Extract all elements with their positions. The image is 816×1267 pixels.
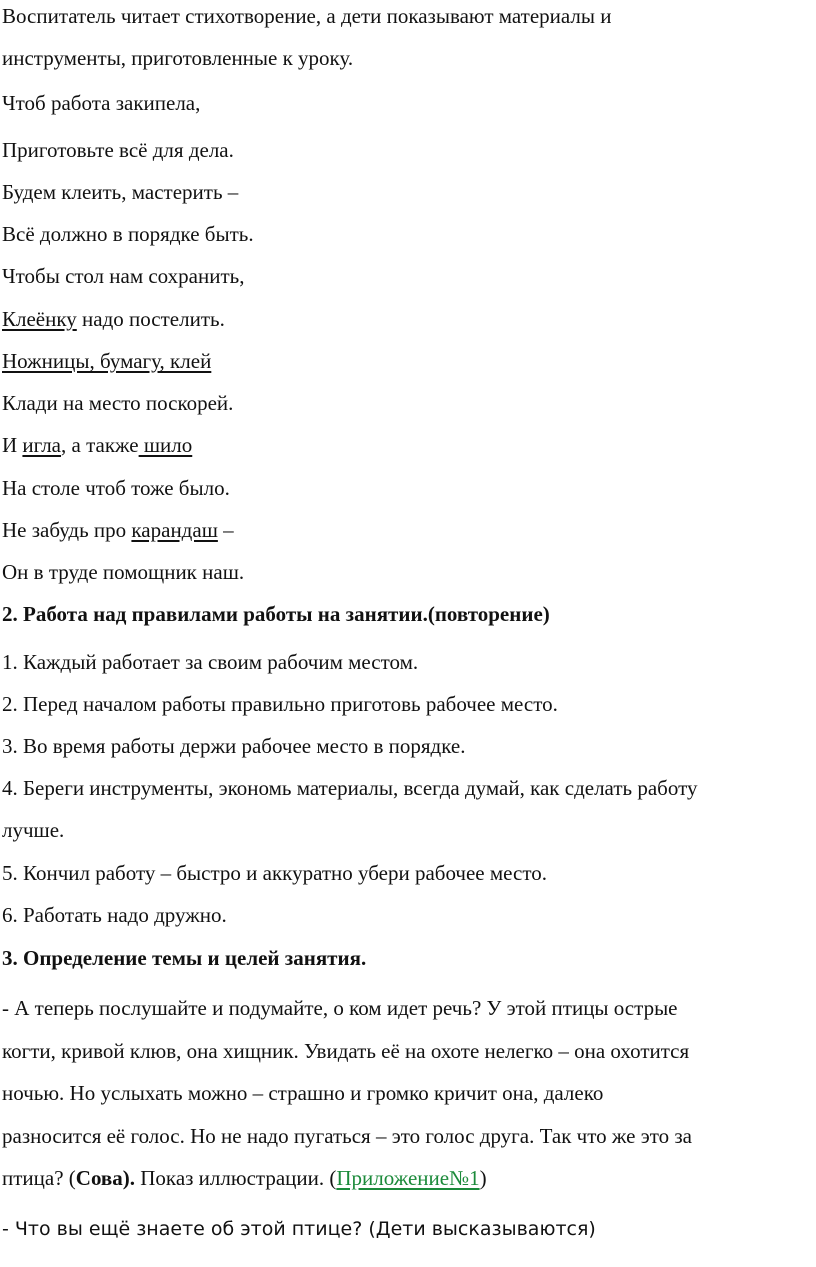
- paragraph-line-2: когти, кривой клюв, она хищник. Увидать её на охоте нелегко – она охотится: [2, 1039, 690, 1063]
- rule-4-line-2: лучше.: [2, 818, 65, 842]
- rule-2: 2. Перед началом работы правильно приготовь рабочее место.: [2, 692, 558, 716]
- rule-4-line-1: 4. Береги инструменты, экономь материалы, всегда думай, как сделать работу: [2, 776, 698, 800]
- rule-5: 5. Кончил работу – быстро и аккуратно убери рабочее место.: [2, 861, 547, 885]
- rule-6: 6. Работать надо дружно.: [2, 903, 227, 927]
- underlined-word: карандаш: [131, 518, 218, 542]
- paragraph-line-5: [2, 1165, 487, 1191]
- underlined-word: Клеёнку: [2, 307, 77, 331]
- answer-bold: Сова).: [75, 1166, 136, 1190]
- paragraph-line-3: ночью. Но услыхать можно – страшно и громко кричит она, далеко: [2, 1081, 604, 1105]
- rule-3: 3. Во время работы держи рабочее место в порядке.: [2, 734, 466, 758]
- intro-line-1: Воспитатель читает стихотворение, а дети показывают материалы и: [2, 4, 612, 28]
- poem-text: И: [2, 433, 23, 457]
- poem-line-2: Приготовьте всё для дела.: [2, 138, 234, 162]
- section-3-heading: 3. Определение темы и целей занятия.: [2, 946, 367, 970]
- paragraph-line-1: - А теперь послушайте и подумайте, о ком идет речь? У этой птицы острые: [2, 996, 678, 1020]
- paragraph-text: птица? (: [2, 1166, 76, 1190]
- poem-line-1: Чтоб работа закипела,: [2, 91, 201, 115]
- poem-text: Не забудь про: [2, 518, 132, 542]
- poem-line-12: Он в труде помощник наш.: [2, 560, 245, 584]
- section-2-heading: 2. Работа над правилами работы на занятии.(повторение): [2, 602, 550, 626]
- intro-line-2: инструменты, приготовленные к уроку.: [2, 46, 354, 70]
- poem-line-4: Всё должно в порядке быть.: [2, 222, 254, 246]
- paragraph-text: ): [479, 1166, 487, 1190]
- poem-text: , а также: [61, 433, 139, 457]
- poem-line-3: Будем клеить, мастерить –: [2, 180, 239, 204]
- underlined-phrase: Ножницы, бумагу, клей: [2, 349, 212, 373]
- rule-1: 1. Каждый работает за своим рабочим местом.: [2, 650, 419, 674]
- paragraph-line-4: разносится её голос. Но не надо пугаться – это голос друга. Так что же это за: [2, 1124, 692, 1148]
- poem-line-11: [2, 517, 234, 543]
- question-line: - Что вы ещё знаете об этой птице? (Дети высказываются): [2, 1218, 596, 1240]
- poem-text: –: [217, 518, 234, 542]
- paragraph-text: Показ иллюстрации. (: [135, 1166, 337, 1190]
- poem-line-6: [2, 306, 225, 332]
- poem-line-8: Клади на место поскорей.: [2, 391, 234, 415]
- poem-line-7: [2, 348, 211, 374]
- poem-line-5: Чтобы стол нам сохранить,: [2, 264, 245, 288]
- poem-line-9: [2, 432, 192, 458]
- poem-text: надо постелить.: [76, 307, 225, 331]
- underlined-word: игла: [22, 433, 62, 457]
- appendix-link[interactable]: Приложение№1: [336, 1166, 480, 1190]
- underlined-word: шило: [138, 433, 193, 457]
- poem-line-10: На столе чтоб тоже было.: [2, 476, 230, 500]
